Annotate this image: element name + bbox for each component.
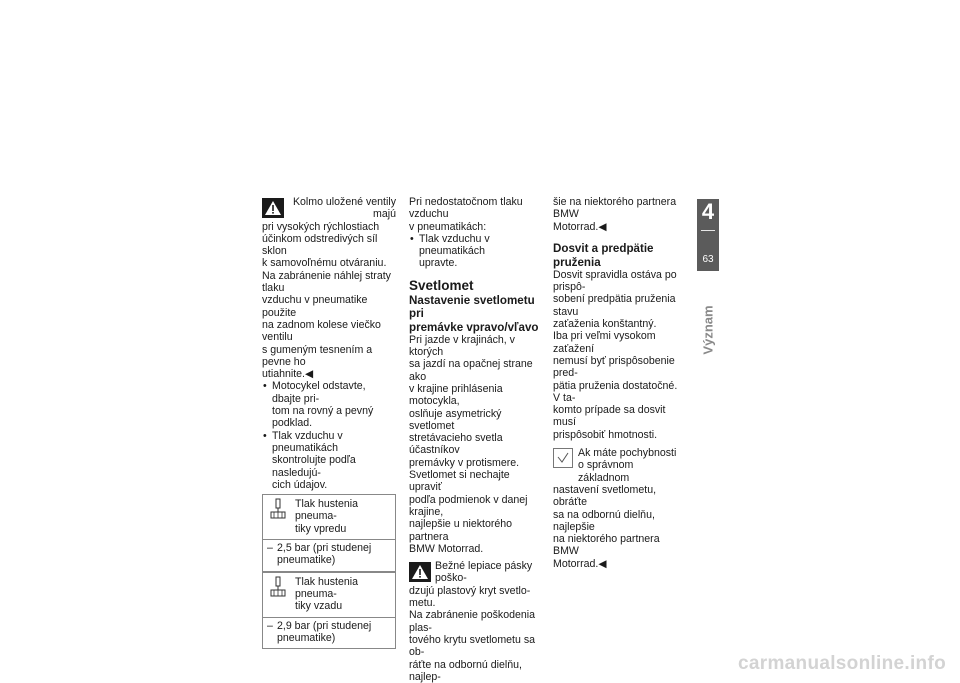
body-line: zaťaženia konštantný. <box>553 318 687 330</box>
note-line: nastavení svetlometu, obráťte <box>553 484 687 509</box>
list-item-line: cich údajov. <box>272 479 327 491</box>
body-line: nemusí byť prispôsobenie pred- <box>553 355 687 380</box>
tire-pressure-spec-table <box>262 494 396 649</box>
spec-title-line: tiky vpredu <box>295 523 391 535</box>
tire-pressure-gauge-icon <box>269 576 287 598</box>
note-line: na niektorého partnera BMW <box>553 533 687 558</box>
note-line: o správnom základnom <box>553 459 687 484</box>
list-item <box>262 380 396 429</box>
chapter-tab-divider <box>701 230 715 231</box>
section-label <box>697 300 719 360</box>
body-line: sobení predpätia pruženia stavu <box>553 293 687 318</box>
warning-line: metu. <box>409 597 543 609</box>
body-line: Motorrad.◀ <box>553 221 687 233</box>
note-line: sa na odbornú dielňu, najlepšie <box>553 509 687 534</box>
warning-line: ráťte na odbornú dielňu, najlep- <box>409 659 543 683</box>
spec-rear-header <box>263 572 395 618</box>
spec-front-value <box>263 540 395 572</box>
note-line: Motorrad.◀ <box>553 558 687 570</box>
warning-line: na zadnom kolese viečko ventilu <box>262 319 396 344</box>
column-left <box>262 196 396 649</box>
column-middle <box>409 196 543 683</box>
spec-value-line: 2,9 bar (pri studenej <box>277 620 371 632</box>
warning-line: Na zabránenie náhlej straty tlaku <box>262 270 396 295</box>
body-line: šie na niektorého partnera BMW <box>553 196 687 221</box>
body-line: Iba pri veľmi vysokom zaťažení <box>553 330 687 355</box>
column-right <box>553 196 687 570</box>
warning-line: vzduchu v pneumatike použite <box>262 294 396 319</box>
body-line: sa jazdí na opačnej strane ako <box>409 358 543 383</box>
warning-triangle-icon <box>409 562 431 582</box>
spec-title-line: Tlak hustenia pneuma- <box>295 576 391 601</box>
body-line: v pneumatikách: <box>409 221 543 233</box>
section-label-text: Význam <box>701 305 716 354</box>
subsection-heading-line: premávke vpravo/vľavo <box>409 321 543 334</box>
warning-line: k samovoľnému otváraniu. <box>262 257 396 269</box>
body-line: prispôsobiť hmotnosti. <box>553 429 687 441</box>
subsection-heading-line: Dosvit a predpätie <box>553 242 687 255</box>
warning-line: tového krytu svetlometu sa ob- <box>409 634 543 659</box>
page-number: 63 <box>697 254 719 266</box>
warning-line: utiahnite.◀ <box>262 368 396 380</box>
body-line: pätia pruženia dostatočné. V ta- <box>553 380 687 405</box>
list-item <box>409 233 543 270</box>
note-line: Ak máte pochybnosti <box>553 447 687 459</box>
warning-line: pri vysokých rýchlostiach <box>262 221 396 233</box>
note-block-headlight <box>553 447 687 570</box>
spec-value-line: pneumatike) <box>267 554 335 566</box>
body-line: premávky v protismere. <box>409 457 543 469</box>
list-item-line: Tlak vzduchu v pneumatikách <box>419 233 490 257</box>
warning-line: Kolmo uložené ventily majú <box>262 196 396 221</box>
warning-line: účinkom odstredivých síl sklon <box>262 233 396 258</box>
list-item-line: skontrolujte podľa nasledujú- <box>272 454 356 478</box>
warning-block-valve <box>262 196 396 380</box>
spec-rear-value <box>263 618 395 649</box>
section-heading: Svetlomet <box>409 278 543 293</box>
spec-front-header <box>263 495 395 540</box>
body-line: podľa podmienok v danej krajine, <box>409 494 543 519</box>
body-line: Svetlomet si nechajte upraviť <box>409 469 543 494</box>
warning-triangle-icon <box>262 198 284 218</box>
body-line: Pri jazde v krajinách, v ktorých <box>409 334 543 359</box>
tire-pressure-gauge-icon <box>269 498 287 520</box>
list-item-line: upravte. <box>419 257 457 269</box>
warning-line: Na zabránenie poškodenia plas- <box>409 609 543 634</box>
spec-dash: – <box>267 620 277 632</box>
body-line: komto prípade sa dosvit musí <box>553 404 687 429</box>
spec-value-line: pneumatike) <box>267 632 335 644</box>
body-line: Pri nedostatočnom tlaku vzduchu <box>409 196 543 221</box>
subsection-heading-line: Nastavenie svetlometu pri <box>409 294 543 320</box>
body-line: oslňuje asymetrický svetlomet <box>409 408 543 433</box>
watermark: carmanualsonline.info <box>738 653 946 675</box>
warning-line: Bežné lepiace pásky poško- <box>409 560 543 585</box>
spec-title-line: Tlak hustenia pneuma- <box>295 498 391 523</box>
subsection-heading-line: pruženia <box>553 256 687 269</box>
body-line: BMW Motorrad. <box>409 543 543 555</box>
spec-value-line: 2,5 bar (pri studenej <box>277 542 371 554</box>
spec-title-line: tiky vzadu <box>295 600 391 612</box>
body-line: najlepšie u niektorého partnera <box>409 518 543 543</box>
instruction-list <box>262 380 396 491</box>
list-item-line: Motocykel odstavte, dbajte pri- <box>272 380 366 404</box>
list-item <box>262 430 396 491</box>
list-item-line: tom na rovný a pevný podklad. <box>272 405 373 429</box>
warning-block-tape <box>409 560 543 683</box>
body-line: stretávacieho svetla účastníkov <box>409 432 543 457</box>
instruction-list <box>409 233 543 270</box>
spec-dash: – <box>267 542 277 554</box>
body-line: Dosvit spravidla ostáva po prispô- <box>553 269 687 294</box>
warning-line: dzujú plastový kryt svetlo- <box>409 585 543 597</box>
note-checkmark-icon <box>553 448 573 468</box>
body-line: v krajine prihlásenia motocykla, <box>409 383 543 408</box>
chapter-number: 4 <box>697 197 719 227</box>
list-item-line: Tlak vzduchu v pneumatikách <box>272 430 343 454</box>
warning-line: s gumeným tesnením a pevne ho <box>262 344 396 369</box>
